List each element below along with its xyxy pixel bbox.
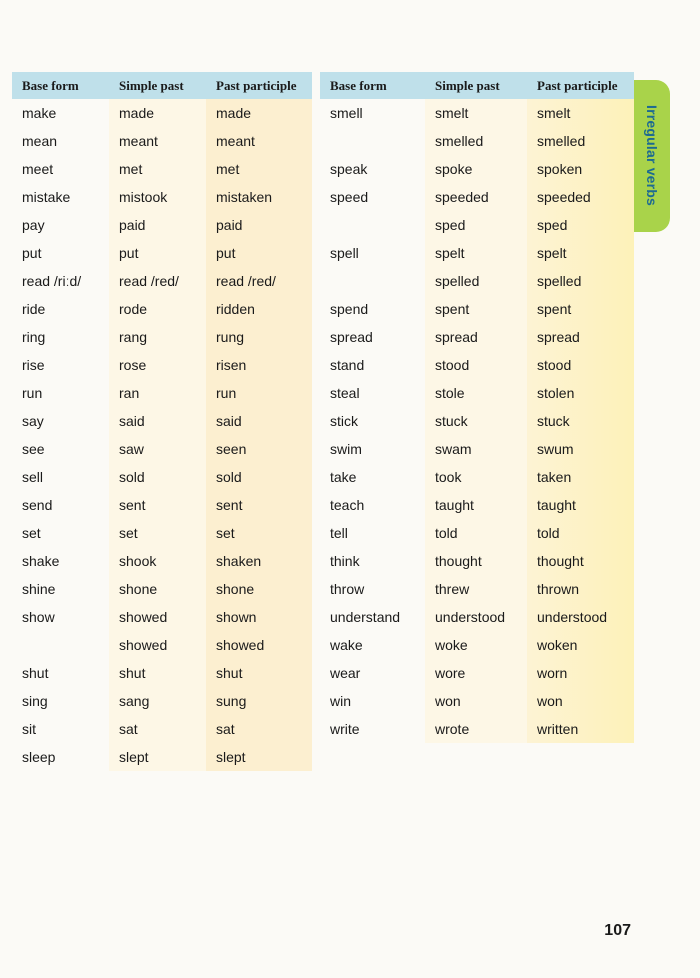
table-row	[12, 323, 312, 351]
base-form-cell: stick	[320, 407, 425, 435]
simple-past-cell: took	[425, 463, 527, 491]
past-participle-cell: read /red/	[206, 267, 312, 295]
table-row	[320, 631, 634, 659]
past-participle-cell: showed	[206, 631, 312, 659]
table-row	[320, 295, 634, 323]
base-form-cell: throw	[320, 575, 425, 603]
base-form-cell: spread	[320, 323, 425, 351]
past-participle-cell: stuck	[527, 407, 634, 435]
base-form-cell	[320, 211, 425, 239]
past-participle-cell: sat	[206, 715, 312, 743]
table-row	[12, 491, 312, 519]
table-row	[320, 575, 634, 603]
past-participle-cell: put	[206, 239, 312, 267]
past-participle-cell: swum	[527, 435, 634, 463]
simple-past-cell: rose	[109, 351, 206, 379]
base-form-cell: mean	[12, 127, 109, 155]
past-participle-cell: worn	[527, 659, 634, 687]
simple-past-cell: spelt	[425, 239, 527, 267]
simple-past-cell: stuck	[425, 407, 527, 435]
table-row	[12, 715, 312, 743]
base-form-cell: stand	[320, 351, 425, 379]
past-participle-cell: spoken	[527, 155, 634, 183]
base-form-cell: ring	[12, 323, 109, 351]
simple-past-cell: stole	[425, 379, 527, 407]
table-body-left	[12, 99, 312, 771]
simple-past-cell: shook	[109, 547, 206, 575]
past-participle-cell: shut	[206, 659, 312, 687]
past-participle-cell: sung	[206, 687, 312, 715]
past-participle-cell: shaken	[206, 547, 312, 575]
table-row	[12, 295, 312, 323]
table-row	[12, 99, 312, 127]
header-simple-past: Simple past	[109, 72, 206, 99]
base-form-cell: think	[320, 547, 425, 575]
past-participle-cell: made	[206, 99, 312, 127]
simple-past-cell: meant	[109, 127, 206, 155]
simple-past-cell: woke	[425, 631, 527, 659]
past-participle-cell: smelled	[527, 127, 634, 155]
table-header-row	[12, 72, 312, 99]
base-form-cell: show	[12, 603, 109, 631]
base-form-cell: sing	[12, 687, 109, 715]
simple-past-cell: understood	[425, 603, 527, 631]
simple-past-cell: sent	[109, 491, 206, 519]
simple-past-cell: read /red/	[109, 267, 206, 295]
base-form-cell: mistake	[12, 183, 109, 211]
table-row	[12, 267, 312, 295]
base-form-cell: sell	[12, 463, 109, 491]
header-past-participle: Past participle	[206, 72, 312, 99]
irregular-verbs-table-right	[320, 72, 634, 743]
past-participle-cell: stolen	[527, 379, 634, 407]
past-participle-cell: spelled	[527, 267, 634, 295]
table-row	[12, 743, 312, 771]
past-participle-cell: sold	[206, 463, 312, 491]
base-form-cell: meet	[12, 155, 109, 183]
table-row	[320, 211, 634, 239]
simple-past-cell: spent	[425, 295, 527, 323]
past-participle-cell: speeded	[527, 183, 634, 211]
past-participle-cell: spelt	[527, 239, 634, 267]
past-participle-cell: thought	[527, 547, 634, 575]
base-form-cell: wake	[320, 631, 425, 659]
past-participle-cell: spent	[527, 295, 634, 323]
table-header-row	[320, 72, 634, 99]
section-tab-label: Irregular verbs	[644, 105, 660, 207]
base-form-cell: tell	[320, 519, 425, 547]
table-row	[320, 127, 634, 155]
table-row	[320, 435, 634, 463]
table-row	[320, 463, 634, 491]
simple-past-cell: rode	[109, 295, 206, 323]
base-form-cell: rise	[12, 351, 109, 379]
simple-past-cell: speeded	[425, 183, 527, 211]
simple-past-cell: shut	[109, 659, 206, 687]
past-participle-cell: seen	[206, 435, 312, 463]
past-participle-cell: smelt	[527, 99, 634, 127]
table-row	[320, 239, 634, 267]
past-participle-cell: understood	[527, 603, 634, 631]
table-row	[320, 659, 634, 687]
base-form-cell: shine	[12, 575, 109, 603]
base-form-cell: pay	[12, 211, 109, 239]
header-base-form: Base form	[12, 72, 109, 99]
simple-past-cell: spoke	[425, 155, 527, 183]
base-form-cell: shake	[12, 547, 109, 575]
past-participle-cell: sped	[527, 211, 634, 239]
past-participle-cell: slept	[206, 743, 312, 771]
table-row	[12, 211, 312, 239]
base-form-cell: take	[320, 463, 425, 491]
past-participle-cell: ridden	[206, 295, 312, 323]
past-participle-cell: taught	[527, 491, 634, 519]
past-participle-cell: met	[206, 155, 312, 183]
table-row	[12, 379, 312, 407]
base-form-cell: set	[12, 519, 109, 547]
table-row	[320, 715, 634, 743]
simple-past-cell: slept	[109, 743, 206, 771]
base-form-cell: say	[12, 407, 109, 435]
base-form-cell: see	[12, 435, 109, 463]
simple-past-cell: showed	[109, 631, 206, 659]
table-row	[320, 155, 634, 183]
section-tab	[634, 80, 670, 232]
header-base-form: Base form	[320, 72, 425, 99]
simple-past-cell: stood	[425, 351, 527, 379]
simple-past-cell: set	[109, 519, 206, 547]
base-form-cell: spend	[320, 295, 425, 323]
base-form-cell: read /riːd/	[12, 267, 109, 295]
simple-past-cell: sat	[109, 715, 206, 743]
simple-past-cell: sped	[425, 211, 527, 239]
table-row	[320, 547, 634, 575]
table-row	[12, 575, 312, 603]
irregular-verbs-table-left	[12, 72, 312, 771]
simple-past-cell: met	[109, 155, 206, 183]
table-row	[12, 407, 312, 435]
base-form-cell: run	[12, 379, 109, 407]
past-participle-cell: paid	[206, 211, 312, 239]
simple-past-cell: shone	[109, 575, 206, 603]
base-form-cell	[320, 127, 425, 155]
base-form-cell: steal	[320, 379, 425, 407]
simple-past-cell: said	[109, 407, 206, 435]
past-participle-cell: thrown	[527, 575, 634, 603]
past-participle-cell: won	[527, 687, 634, 715]
simple-past-cell: rang	[109, 323, 206, 351]
base-form-cell	[12, 631, 109, 659]
past-participle-cell: mistaken	[206, 183, 312, 211]
simple-past-cell: smelt	[425, 99, 527, 127]
past-participle-cell: written	[527, 715, 634, 743]
base-form-cell: spell	[320, 239, 425, 267]
base-form-cell: smell	[320, 99, 425, 127]
simple-past-cell: threw	[425, 575, 527, 603]
simple-past-cell: smelled	[425, 127, 527, 155]
past-participle-cell: meant	[206, 127, 312, 155]
base-form-cell: shut	[12, 659, 109, 687]
table-row	[12, 155, 312, 183]
table-row	[12, 547, 312, 575]
base-form-cell: understand	[320, 603, 425, 631]
simple-past-cell: wrote	[425, 715, 527, 743]
table-row	[320, 99, 634, 127]
table-row	[12, 659, 312, 687]
simple-past-cell: taught	[425, 491, 527, 519]
simple-past-cell: ran	[109, 379, 206, 407]
past-participle-cell: run	[206, 379, 312, 407]
simple-past-cell: showed	[109, 603, 206, 631]
table-row	[320, 183, 634, 211]
simple-past-cell: won	[425, 687, 527, 715]
table-row	[12, 519, 312, 547]
simple-past-cell: spread	[425, 323, 527, 351]
table-row	[320, 323, 634, 351]
past-participle-cell: taken	[527, 463, 634, 491]
table-row	[12, 183, 312, 211]
header-past-participle: Past participle	[527, 72, 634, 99]
base-form-cell: send	[12, 491, 109, 519]
simple-past-cell: sold	[109, 463, 206, 491]
base-form-cell: wear	[320, 659, 425, 687]
table-row	[320, 687, 634, 715]
base-form-cell: make	[12, 99, 109, 127]
table-row	[12, 127, 312, 155]
base-form-cell: teach	[320, 491, 425, 519]
table-row	[320, 267, 634, 295]
table-row	[320, 407, 634, 435]
table-body-right	[320, 99, 634, 743]
base-form-cell: ride	[12, 295, 109, 323]
simple-past-cell: made	[109, 99, 206, 127]
simple-past-cell: mistook	[109, 183, 206, 211]
simple-past-cell: saw	[109, 435, 206, 463]
table-row	[320, 603, 634, 631]
simple-past-cell: swam	[425, 435, 527, 463]
base-form-cell	[320, 267, 425, 295]
table-row	[320, 351, 634, 379]
base-form-cell: speed	[320, 183, 425, 211]
simple-past-cell: thought	[425, 547, 527, 575]
table-row	[12, 239, 312, 267]
past-participle-cell: woken	[527, 631, 634, 659]
table-row	[12, 631, 312, 659]
base-form-cell: sit	[12, 715, 109, 743]
past-participle-cell: shone	[206, 575, 312, 603]
base-form-cell: speak	[320, 155, 425, 183]
base-form-cell: put	[12, 239, 109, 267]
base-form-cell: write	[320, 715, 425, 743]
table-row	[320, 379, 634, 407]
past-participle-cell: told	[527, 519, 634, 547]
table-row	[320, 491, 634, 519]
simple-past-cell: sang	[109, 687, 206, 715]
past-participle-cell: spread	[527, 323, 634, 351]
simple-past-cell: wore	[425, 659, 527, 687]
past-participle-cell: said	[206, 407, 312, 435]
table-row	[12, 463, 312, 491]
simple-past-cell: spelled	[425, 267, 527, 295]
past-participle-cell: sent	[206, 491, 312, 519]
base-form-cell: win	[320, 687, 425, 715]
table-row	[12, 435, 312, 463]
header-simple-past: Simple past	[425, 72, 527, 99]
table-row	[12, 603, 312, 631]
simple-past-cell: told	[425, 519, 527, 547]
table-row	[12, 687, 312, 715]
simple-past-cell: paid	[109, 211, 206, 239]
table-row	[320, 519, 634, 547]
table-row	[12, 351, 312, 379]
past-participle-cell: set	[206, 519, 312, 547]
past-participle-cell: shown	[206, 603, 312, 631]
page-number: 107	[604, 922, 631, 939]
simple-past-cell: put	[109, 239, 206, 267]
past-participle-cell: stood	[527, 351, 634, 379]
past-participle-cell: risen	[206, 351, 312, 379]
base-form-cell: sleep	[12, 743, 109, 771]
past-participle-cell: rung	[206, 323, 312, 351]
base-form-cell: swim	[320, 435, 425, 463]
